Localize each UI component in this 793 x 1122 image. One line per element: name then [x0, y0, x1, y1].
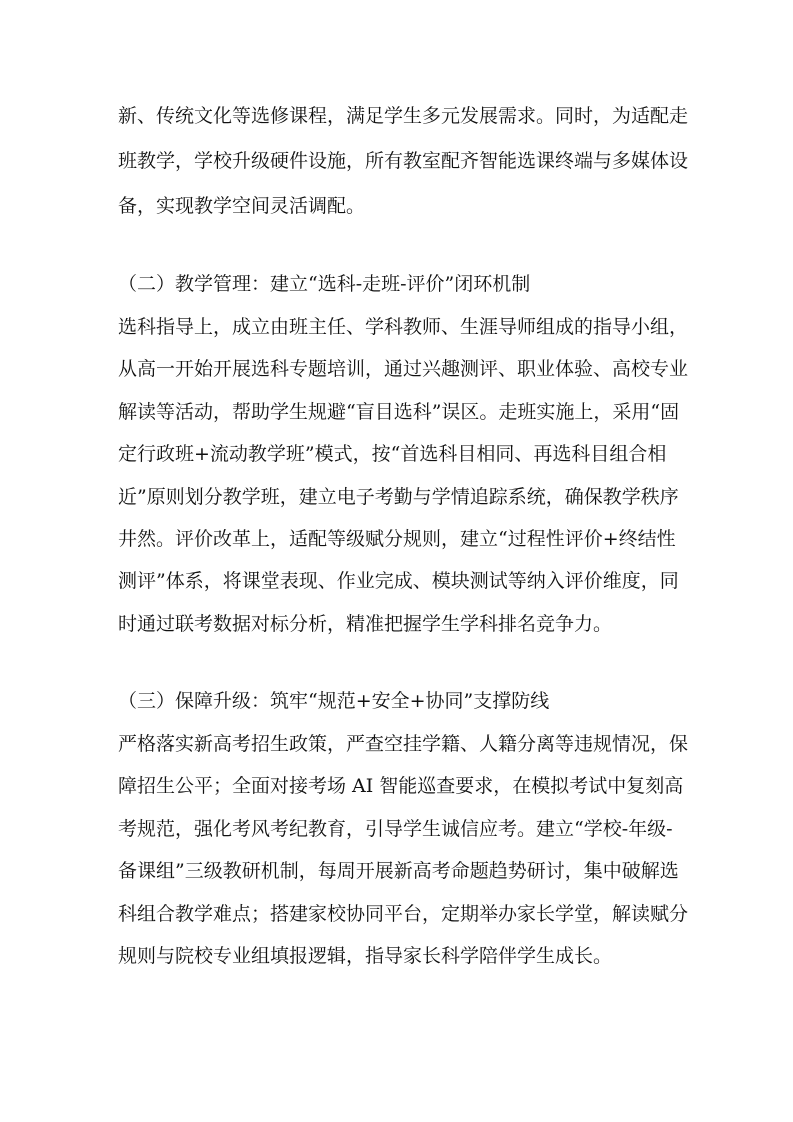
body-text-line: 规则与院校专业组填报逻辑，指导家长科学陪伴学生成长。 [118, 945, 613, 967]
body-text-line: 障招生公平；全面对接考场 AI 智能巡查要求，在模拟考试中复刻高 [118, 775, 684, 797]
body-text-line: 备课组”三级教研机制，每周开展新高考命题趋势研讨，集中破解选 [118, 860, 679, 882]
body-text-line: 新、传统文化等选修课程，满足学生多元发展需求。同时，为适配走 [118, 105, 688, 127]
body-text-line: 考规范，强化考风考纪教育，引导学生诚信应考。建立“学校-年级- [118, 818, 673, 840]
body-text-line: 解读等活动，帮助学生规避“盲目选科”误区。走班实施上，采用“固 [118, 401, 680, 423]
body-text-line: 井然。评价改革上，适配等级赋分规则，建立“过程性评价+终结性 [118, 528, 676, 550]
section-heading-teaching-management: （二）教学管理：建立“选科-走班-评价”闭环机制 [118, 273, 531, 295]
body-text-line: 选科指导上，成立由班主任、学科教师、生涯导师组成的指导小组， [118, 316, 688, 338]
body-text-line: 近”原则划分教学班，建立电子考勤与学情追踪系统，确保教学秩序 [118, 486, 679, 508]
body-text-line: 定行政班+流动教学班”模式，按“首选科目相同、再选科目组合相 [118, 443, 667, 465]
body-text-line: 备，实现教学空间灵活调配。 [118, 195, 366, 217]
body-text-line: 测评”体系，将课堂表现、作业完成、模块测试等纳入评价维度，同 [118, 570, 679, 592]
body-text-line: 科组合教学难点；搭建家校协同平台，定期举办家长学堂，解读赋分 [118, 903, 688, 925]
body-text-line: 从高一开始开展选科专题培训，通过兴趣测评、职业体验、高校专业 [118, 358, 688, 380]
body-text-line: 时通过联考数据对标分析，精准把握学生学科排名竞争力。 [118, 613, 613, 635]
body-text-line: 严格落实新高考招生政策，严查空挂学籍、人籍分离等违规情况，保 [118, 733, 688, 755]
section-heading-safeguard-upgrade: （三）保障升级：筑牢“规范+安全+协同”支撑防线 [118, 690, 550, 712]
body-text-line: 班教学，学校升级硬件设施，所有教室配齐智能选课终端与多媒体设 [118, 150, 688, 172]
